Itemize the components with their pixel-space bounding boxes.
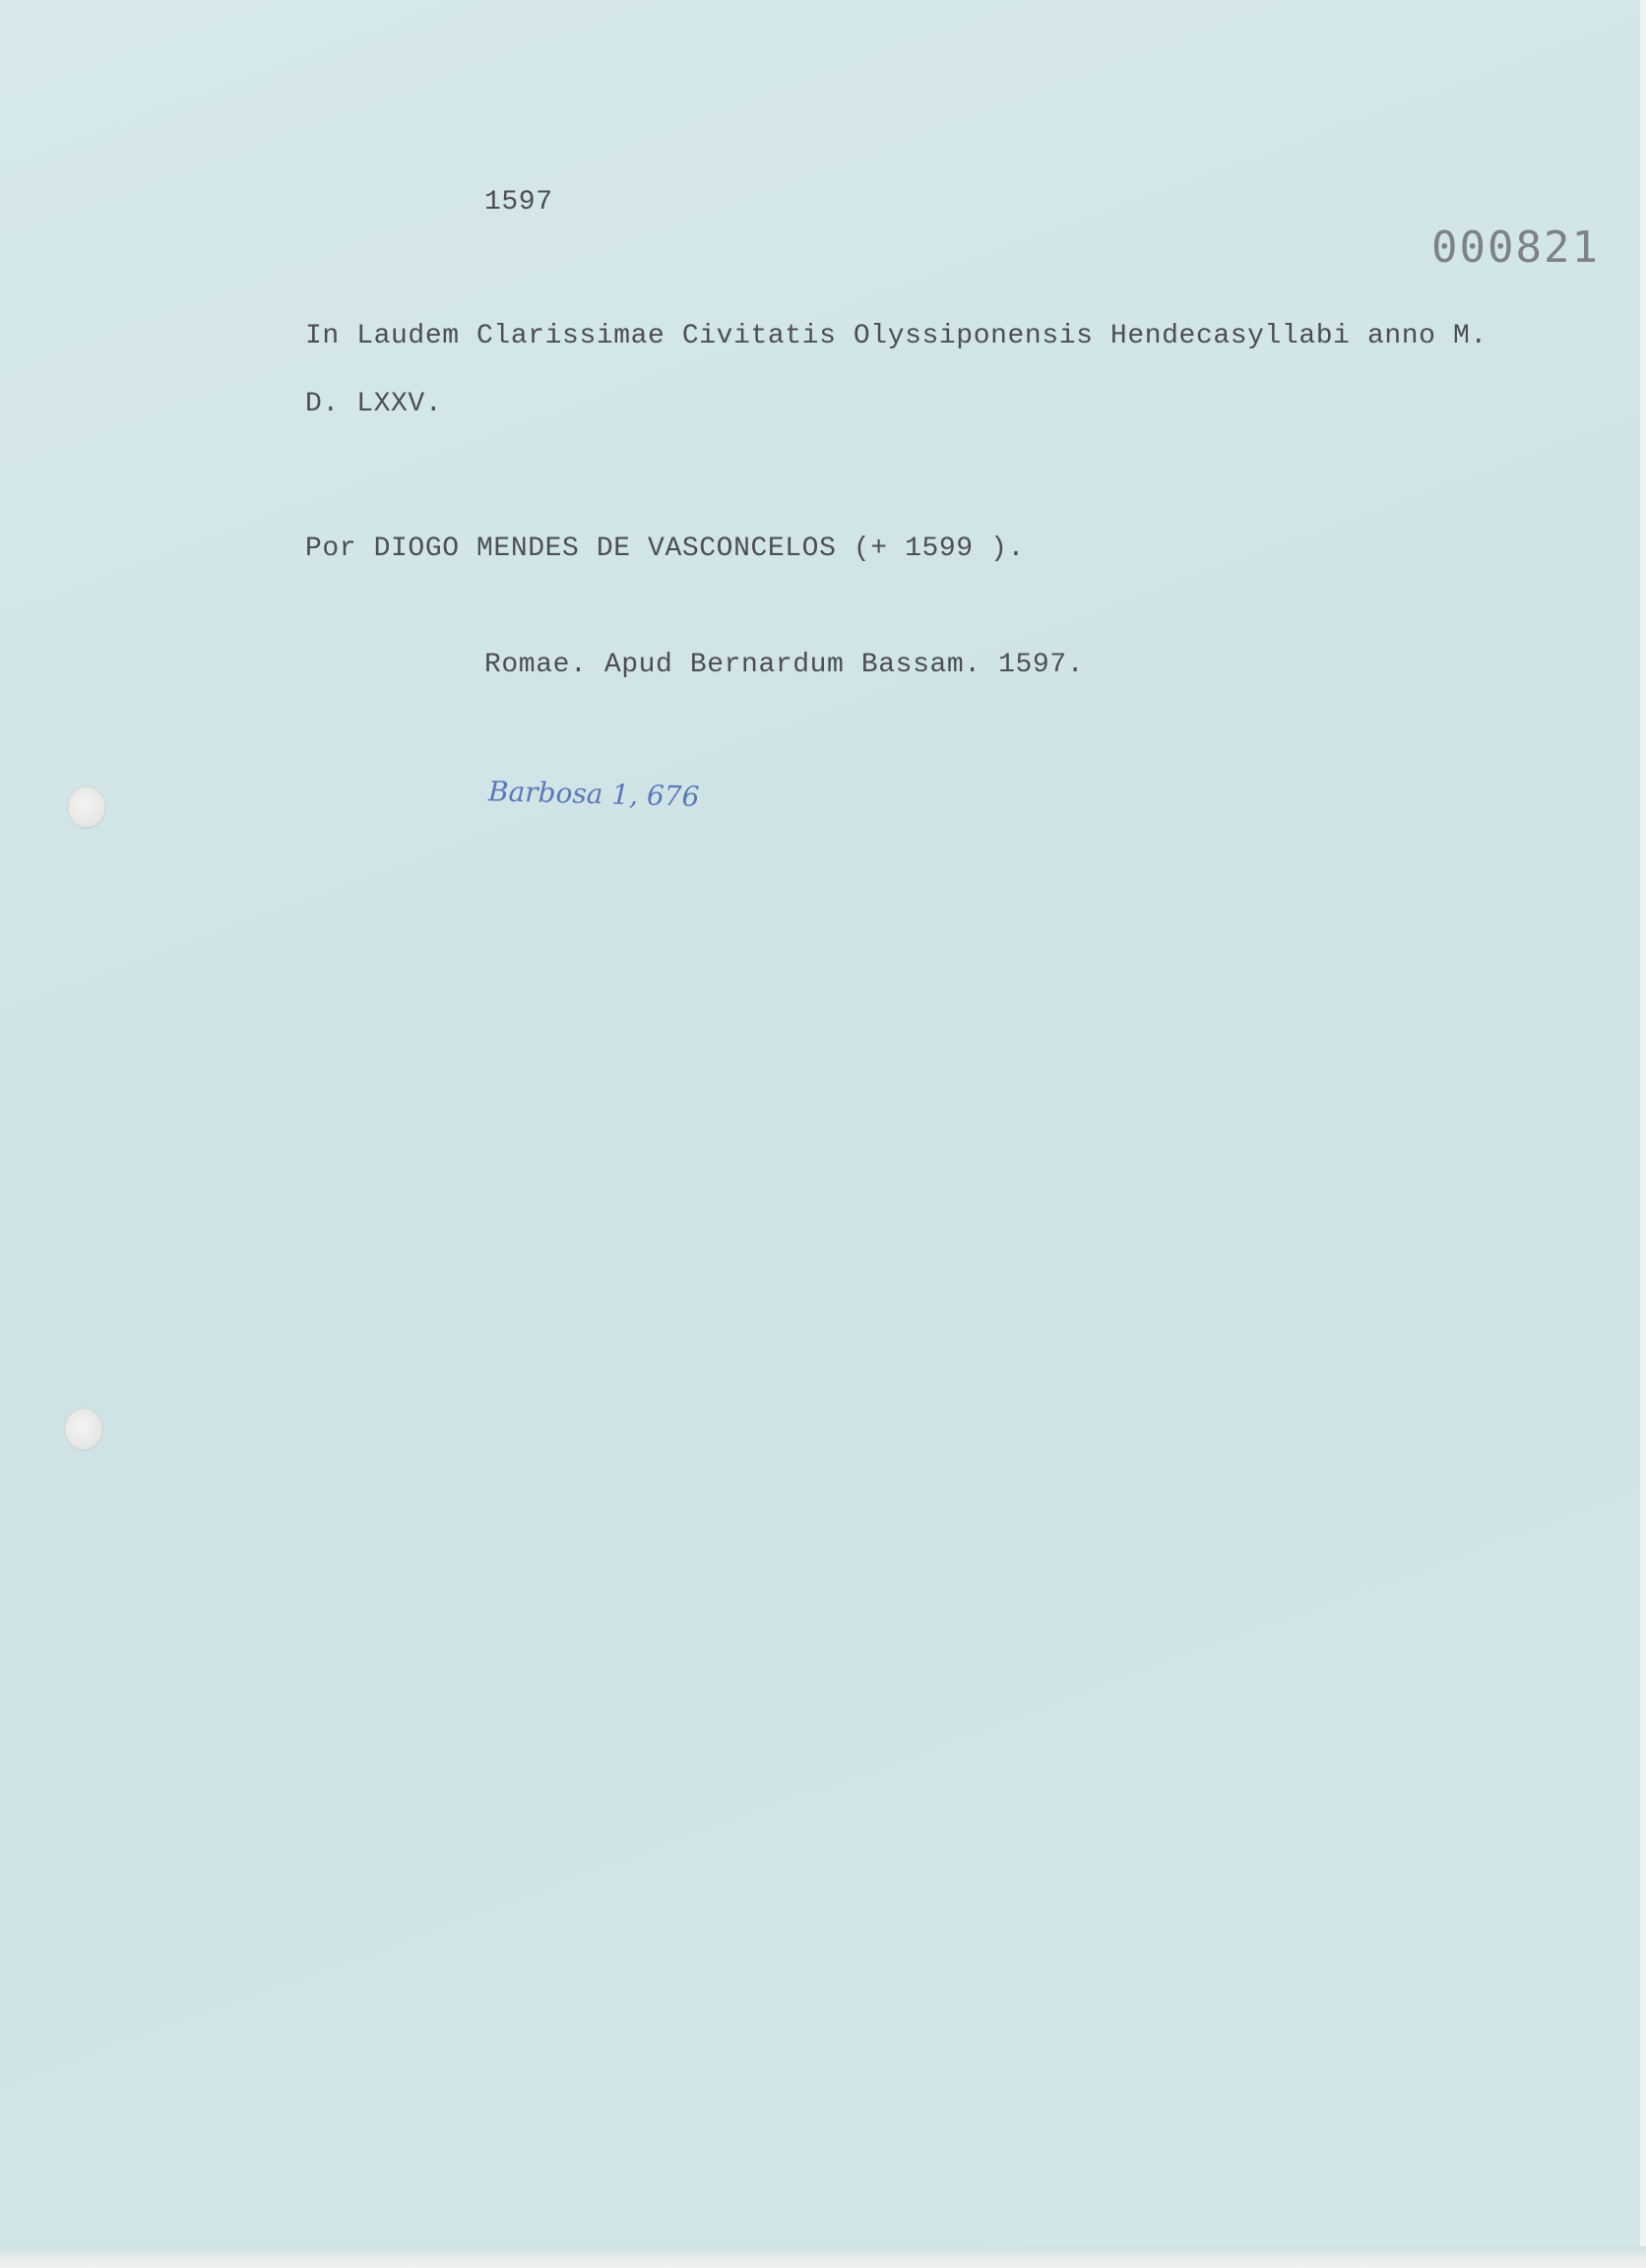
title-line-2: D. LXXV. [305,389,443,419]
year-heading: 1597 [484,187,553,218]
punch-hole-bottom [64,1408,103,1451]
scan-edge-right [1640,0,1646,2268]
author-line: Por DIOGO MENDES DE VASCONCELOS (+ 1599 ). [305,534,1025,564]
imprint-line: Romae. Apud Bernardum Bassam. 1597. [484,650,1085,680]
scan-edge-bottom [0,2246,1646,2268]
punch-hole-top [67,786,106,829]
stamp-number: 000821 [1431,222,1600,273]
handwritten-reference-note: Barbosa 1, 676 [487,775,700,813]
title-line-1: In Laudem Clarissimae Civitatis Olyssiponensis Hendecasyllabi anno M. [305,321,1488,351]
